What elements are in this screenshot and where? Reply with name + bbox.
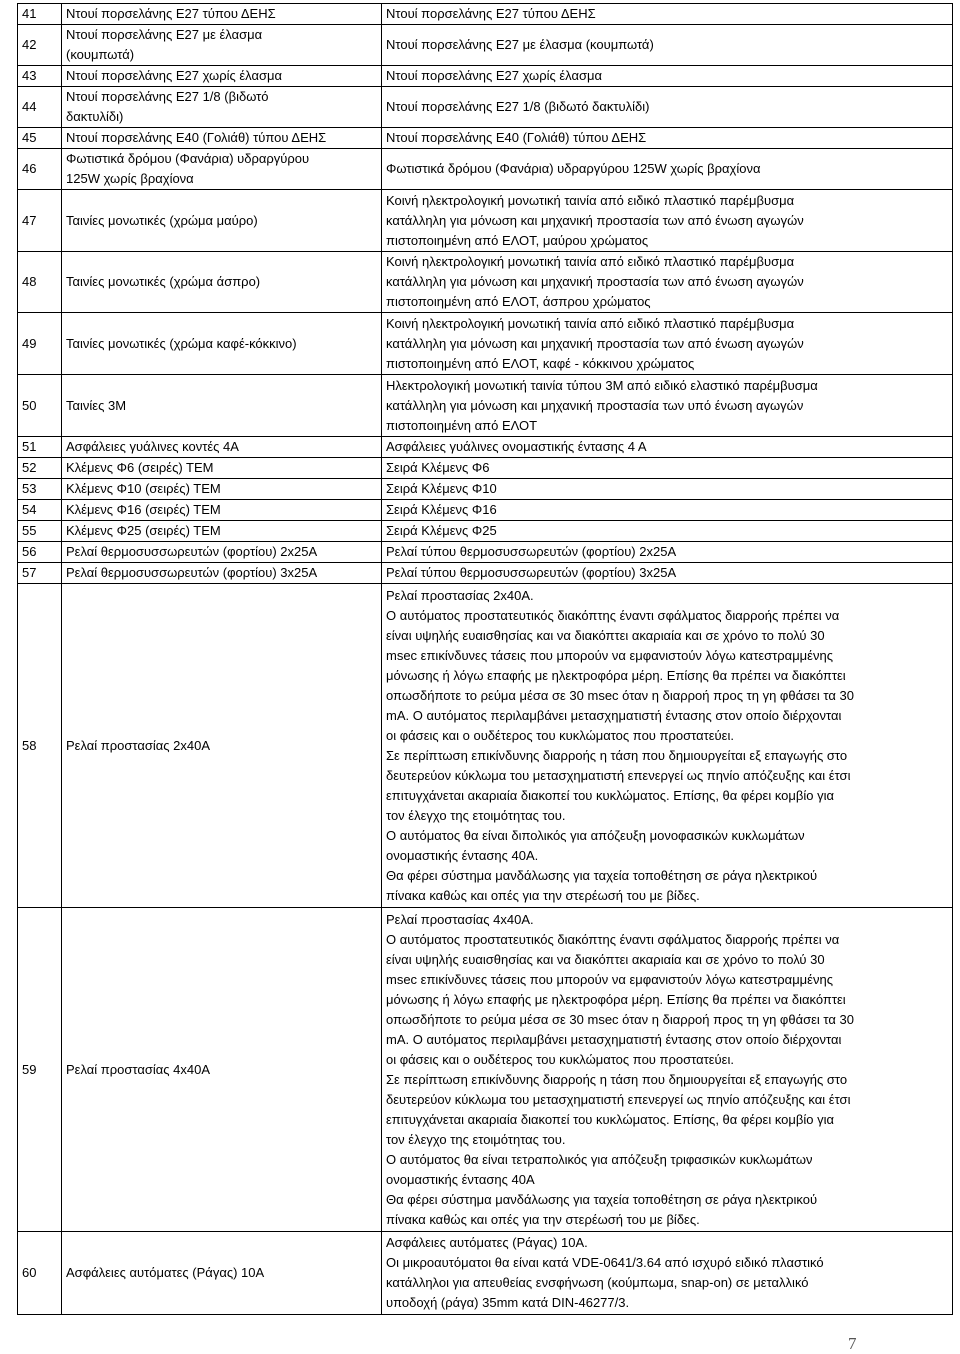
item-name-line: Ταινίες 3Μ	[66, 397, 127, 413]
table-row	[18, 458, 953, 479]
item-number: 55	[18, 521, 62, 542]
item-description-line: Ασφάλειες αυτόματες (Ράγας) 10Α.	[386, 1235, 588, 1250]
item-description-line: Ο αυτόματος θα είναι διπολικός για απόζευξη μονοφασικών κυκλωμάτων	[386, 827, 805, 843]
item-number: 44	[18, 87, 62, 128]
item-name-line: Ρελαί θερμοσυσσωρευτών (φορτίου) 3x25A	[66, 565, 318, 580]
item-name	[62, 1232, 382, 1315]
item-name-line: (κουμπωτά)	[66, 47, 135, 62]
item-description-line: επιτυγχάνεται ακαριαία διακοπεί του κυκλώματος. Επίσης, θα φέρει κομβίο για	[386, 1111, 834, 1127]
item-name	[62, 479, 382, 500]
item-number: 52	[18, 458, 62, 479]
table-row	[18, 521, 953, 542]
item-description	[382, 149, 953, 190]
item-description-line: ονομαστικής έντασης 40Α	[386, 1171, 535, 1187]
item-description	[382, 313, 953, 375]
item-number: 58	[18, 584, 62, 908]
item-description-line: επιτυγχάνεται ακαριαία διακοπεί του κυκλώματος. Επίσης, θα φέρει κομβίο για	[386, 787, 834, 803]
item-description-line: οπωσδήποτε το ρεύμα μέσα σε 30 msec όταν η διαρροή προς τη γη φθάσει τα 30	[386, 687, 854, 703]
item-description	[382, 375, 953, 437]
item-description-line: πιστοποιημένη από ΕΛΟΤ, άσπρου χρώματος	[386, 294, 651, 309]
item-description-line: τον έλεγχο της ετοιμότητας του.	[386, 1131, 566, 1147]
table-row	[18, 584, 953, 908]
item-description	[382, 500, 953, 521]
item-description-line: κατάλληλοι για απευθείας ενσφήνωση (κούμπωμα, snap-on) σε μεταλλικό	[386, 1275, 809, 1290]
item-description-line: Ηλεκτρολογική μονωτική ταινία τύπου 3Μ από ειδικό ελαστικό παρέμβυσμα	[386, 377, 818, 393]
item-description-line: Σειρά Κλέμενς Φ6	[386, 460, 490, 475]
table-row	[18, 190, 953, 252]
item-description-line: είναι υψηλής ευαισθησίας και να διακόπτει ακαριαία και σε χρόνο το πολύ 30	[386, 951, 825, 967]
item-name	[62, 190, 382, 252]
item-description-line: μόνωσης ή λόγω επαφής με ηλεκτροφόρα μέρη. Επίσης θα πρέπει να διακόπτει	[386, 991, 846, 1007]
item-description-line: Οι μικροαυτόματοι θα είναι κατά VDE-0641/3.64 από ισχυρό ειδικό πλαστικό	[386, 1255, 824, 1270]
item-description	[382, 66, 953, 87]
page-number: 7	[848, 1334, 857, 1353]
item-name-line: Κλέμενς Φ25 (σειρές) ΤΕΜ	[66, 523, 221, 538]
item-description-line: οι φάσεις και ο ουδέτερος του κυκλώματος που προστατεύει.	[386, 1051, 734, 1067]
item-number: 48	[18, 252, 62, 313]
item-description	[382, 479, 953, 500]
item-description-line: Ντουί πορσελάνης Ε27 με έλασμα (κουμπωτά)	[386, 37, 654, 52]
item-name-line: 125W χωρίς βραχίονα	[66, 171, 194, 186]
item-description-line: Σε περίπτωση επικίνδυνης διαρροής η τάση που δημιουργείται εξ επαγωγής στο	[386, 1071, 848, 1087]
item-description-line: Κοινή ηλεκτρολογική μονωτική ταινία από ειδικό πλαστικό παρέμβυσμα	[386, 315, 795, 331]
item-name-line: Κλέμενς Φ6 (σειρές) ΤΕΜ	[66, 460, 214, 475]
item-description-line: Ο αυτόματος προστατευτικός διακόπτης έναντι σφάλματος διαρροής πρέπει να	[386, 931, 840, 947]
item-name-line: Ντουί πορσελάνης Ε27 τύπου ΔΕΗΣ	[66, 6, 276, 21]
item-name	[62, 437, 382, 458]
item-name	[62, 542, 382, 563]
item-description	[382, 908, 953, 1232]
item-name	[62, 375, 382, 437]
item-description-line: Ρελαί τύπου θερμοσυσσωρευτών (φορτίου) 2x25A	[386, 544, 677, 559]
item-name-line: Ταινίες μονωτικές (χρώμα μαύρο)	[66, 212, 258, 228]
item-number: 51	[18, 437, 62, 458]
item-description-line: mA. Ο αυτόματος περιλαμβάνει μετασχηματιστή έντασης στον οποίο διέρχονται	[386, 1031, 842, 1047]
item-description-line: κατάλληλη για μόνωση και μηχανική προστασία των από ένωση αγωγών	[386, 274, 804, 289]
table-row	[18, 1232, 953, 1315]
item-number: 56	[18, 542, 62, 563]
table-row	[18, 563, 953, 584]
item-name-line: Ασφάλειες γυάλινες κοντές 4Α	[66, 439, 239, 454]
item-description-line: Σε περίπτωση επικίνδυνης διαρροής η τάση που δημιουργείται εξ επαγωγής στο	[386, 747, 848, 763]
item-description	[382, 584, 953, 908]
item-name-line: Ρελαί προστασίας 4x40A	[66, 1061, 211, 1077]
item-name	[62, 66, 382, 87]
item-description-line: υποδοχή (ράγα) 35mm κατά DIN-46277/3.	[386, 1295, 630, 1310]
item-name-line: Ντουί πορσελάνης Ε40 (Γολιάθ) τύπου ΔΕΗΣ	[66, 130, 327, 145]
table-row	[18, 252, 953, 313]
item-name	[62, 252, 382, 313]
item-number: 47	[18, 190, 62, 252]
table-row	[18, 128, 953, 149]
item-number: 57	[18, 563, 62, 584]
item-description-line: δευτερεύον κύκλωμα του μετασχηματιστή επενεργεί ως πηνίο απόζευξης και έτσι	[386, 1091, 851, 1107]
item-name	[62, 149, 382, 190]
item-number: 60	[18, 1232, 62, 1315]
item-name	[62, 908, 382, 1232]
item-description	[382, 128, 953, 149]
item-description-line: Θα φέρει σύστημα μανδάλωσης για ταχεία τοποθέτηση σε ράγα ηλεκτρικού	[386, 867, 818, 883]
item-name-line: Ντουί πορσελάνης Ε27 με έλασμα	[66, 27, 263, 42]
item-description-line: Ο αυτόματος προστατευτικός διακόπτης έναντι σφάλματος διαρροής πρέπει να	[386, 607, 840, 623]
item-description-line: πιστοποιημένη από ΕΛΟΤ	[386, 417, 538, 433]
item-name-line: Ταινίες μονωτικές (χρώμα άσπρο)	[66, 274, 261, 289]
table-row	[18, 313, 953, 375]
table-row	[18, 437, 953, 458]
item-number: 41	[18, 4, 62, 25]
item-name	[62, 521, 382, 542]
item-description-line: Θα φέρει σύστημα μανδάλωσης για ταχεία τοποθέτηση σε ράγα ηλεκτρικού	[386, 1191, 818, 1207]
item-description-line: Σειρά Κλέμενς Φ16	[386, 502, 497, 517]
item-description-line: οι φάσεις και ο ουδέτερος του κυκλώματος που προστατεύει.	[386, 727, 734, 743]
item-description-line: οπωσδήποτε το ρεύμα μέσα σε 30 msec όταν η διαρροή προς τη γη φθάσει τα 30	[386, 1011, 854, 1027]
item-description	[382, 190, 953, 252]
item-description-line: τον έλεγχο της ετοιμότητας του.	[386, 807, 566, 823]
item-description-line: μόνωσης ή λόγω επαφής με ηλεκτροφόρα μέρη. Επίσης θα πρέπει να διακόπτει	[386, 667, 846, 683]
table-row	[18, 375, 953, 437]
item-name-line: Ασφάλειες αυτόματες (Ράγας) 10Α	[66, 1265, 265, 1280]
item-name-line: δακτυλίδι)	[66, 109, 124, 124]
item-description	[382, 563, 953, 584]
item-name-line: Ρελαί προστασίας 2x40A	[66, 737, 211, 753]
item-name	[62, 500, 382, 521]
item-description-line: Ρελαί προστασίας 2x40A.	[386, 587, 534, 603]
item-name-line: Ταινίες μονωτικές (χρώμα καφέ-κόκκινο)	[66, 335, 297, 351]
item-description	[382, 87, 953, 128]
table-row	[18, 500, 953, 521]
item-description-line: πίνακα καθώς και οπές για την στερέωσή του με βίδες.	[386, 1211, 700, 1227]
item-description	[382, 1232, 953, 1315]
table-body	[18, 4, 953, 1315]
item-description-line: msec επικίνδυνες τάσεις που μπορούν να εμφανιστούν λόγω κατεστραμμένης	[386, 647, 833, 663]
item-number: 49	[18, 313, 62, 375]
table-row	[18, 4, 953, 25]
item-name	[62, 128, 382, 149]
item-description-line: πίνακα καθώς και οπές για την στερέωσή του με βίδες.	[386, 887, 700, 903]
item-description-line: Ο αυτόματος θα είναι τετραπολικός για απόζευξη τριφασικών κυκλωμάτων	[386, 1151, 813, 1167]
item-description-line: δευτερεύον κύκλωμα του μετασχηματιστή επενεργεί ως πηνίο απόζευξης και έτσι	[386, 767, 851, 783]
item-description	[382, 4, 953, 25]
table-row	[18, 25, 953, 66]
item-number: 53	[18, 479, 62, 500]
item-name-line: Κλέμενς Φ16 (σειρές) ΤΕΜ	[66, 502, 221, 517]
item-description-line: ονομαστικής έντασης 40Α.	[386, 847, 539, 863]
item-number: 46	[18, 149, 62, 190]
item-name	[62, 87, 382, 128]
item-name-line: Φωτιστικά δρόμου (Φανάρια) υδραργύρου	[66, 151, 310, 166]
table-row	[18, 479, 953, 500]
item-description-line: κατάλληλη για μόνωση και μηχανική προστασία των από ένωση αγωγών	[386, 335, 804, 351]
item-description-line: είναι υψηλής ευαισθησίας και να διακόπτει ακαριαία και σε χρόνο το πολύ 30	[386, 627, 825, 643]
table-row	[18, 66, 953, 87]
item-description	[382, 252, 953, 313]
table-row	[18, 542, 953, 563]
item-description-line: Κοινή ηλεκτρολογική μονωτική ταινία από ειδικό πλαστικό παρέμβυσμα	[386, 192, 795, 208]
item-description-line: Ασφάλειες γυάλινες ονομαστικής έντασης 4 Α	[386, 439, 647, 454]
item-name-line: Ντουί πορσελάνης Ε27 1/8 (βιδωτό	[66, 89, 269, 104]
item-description	[382, 458, 953, 479]
item-description-line: Ντουί πορσελάνης Ε40 (Γολιάθ) τύπου ΔΕΗΣ	[386, 130, 647, 145]
item-number: 54	[18, 500, 62, 521]
item-name	[62, 25, 382, 66]
item-description-line: Σειρά Κλέμενς Φ10	[386, 481, 497, 496]
item-description	[382, 542, 953, 563]
item-name	[62, 563, 382, 584]
item-description-line: πιστοποιημένη από ΕΛΟΤ, καφέ - κόκκινου χρώματος	[386, 355, 695, 371]
item-description	[382, 437, 953, 458]
item-description-line: κατάλληλη για μόνωση και μηχανική προστασία των υπό ένωση αγωγών	[386, 397, 804, 413]
item-description	[382, 521, 953, 542]
item-description-line: Ντουί πορσελάνης Ε27 χωρίς έλασμα	[386, 68, 603, 83]
item-number: 42	[18, 25, 62, 66]
item-description-line: Φωτιστικά δρόμου (Φανάρια) υδραργύρου 125W χωρίς βραχίονα	[386, 161, 761, 176]
item-description-line: Ρελαί τύπου θερμοσυσσωρευτών (φορτίου) 3x25A	[386, 565, 677, 580]
item-number: 45	[18, 128, 62, 149]
item-description-line: Κοινή ηλεκτρολογική μονωτική ταινία από ειδικό πλαστικό παρέμβυσμα	[386, 254, 795, 269]
item-description-line: Ντουί πορσελάνης Ε27 1/8 (βιδωτό δακτυλίδι)	[386, 99, 650, 114]
item-description-line: κατάλληλη για μόνωση και μηχανική προστασία των από ένωση αγωγών	[386, 212, 804, 228]
item-number: 59	[18, 908, 62, 1232]
item-name	[62, 584, 382, 908]
specification-table	[17, 3, 953, 1315]
table-row	[18, 87, 953, 128]
item-name	[62, 458, 382, 479]
item-description-line: mA. Ο αυτόματος περιλαμβάνει μετασχηματιστή έντασης στον οποίο διέρχονται	[386, 707, 842, 723]
item-name-line: Κλέμενς Φ10 (σειρές) ΤΕΜ	[66, 481, 221, 496]
item-name-line: Ντουί πορσελάνης Ε27 χωρίς έλασμα	[66, 68, 283, 83]
table-row	[18, 149, 953, 190]
item-description	[382, 25, 953, 66]
item-name	[62, 4, 382, 25]
item-description-line: πιστοποιημένη από ΕΛΟΤ, μαύρου χρώματος	[386, 232, 649, 248]
item-number: 50	[18, 375, 62, 437]
item-name	[62, 313, 382, 375]
item-name-line: Ρελαί θερμοσυσσωρευτών (φορτίου) 2x25A	[66, 544, 318, 559]
item-number: 43	[18, 66, 62, 87]
item-description-line: Ρελαί προστασίας 4x40A.	[386, 911, 534, 927]
item-description-line: msec επικίνδυνες τάσεις που μπορούν να εμφανιστούν λόγω κατεστραμμένης	[386, 971, 833, 987]
item-description-line: Ντουί πορσελάνης Ε27 τύπου ΔΕΗΣ	[386, 6, 596, 21]
item-description-line: Σειρά Κλέμενς Φ25	[386, 523, 497, 538]
table-row	[18, 908, 953, 1232]
